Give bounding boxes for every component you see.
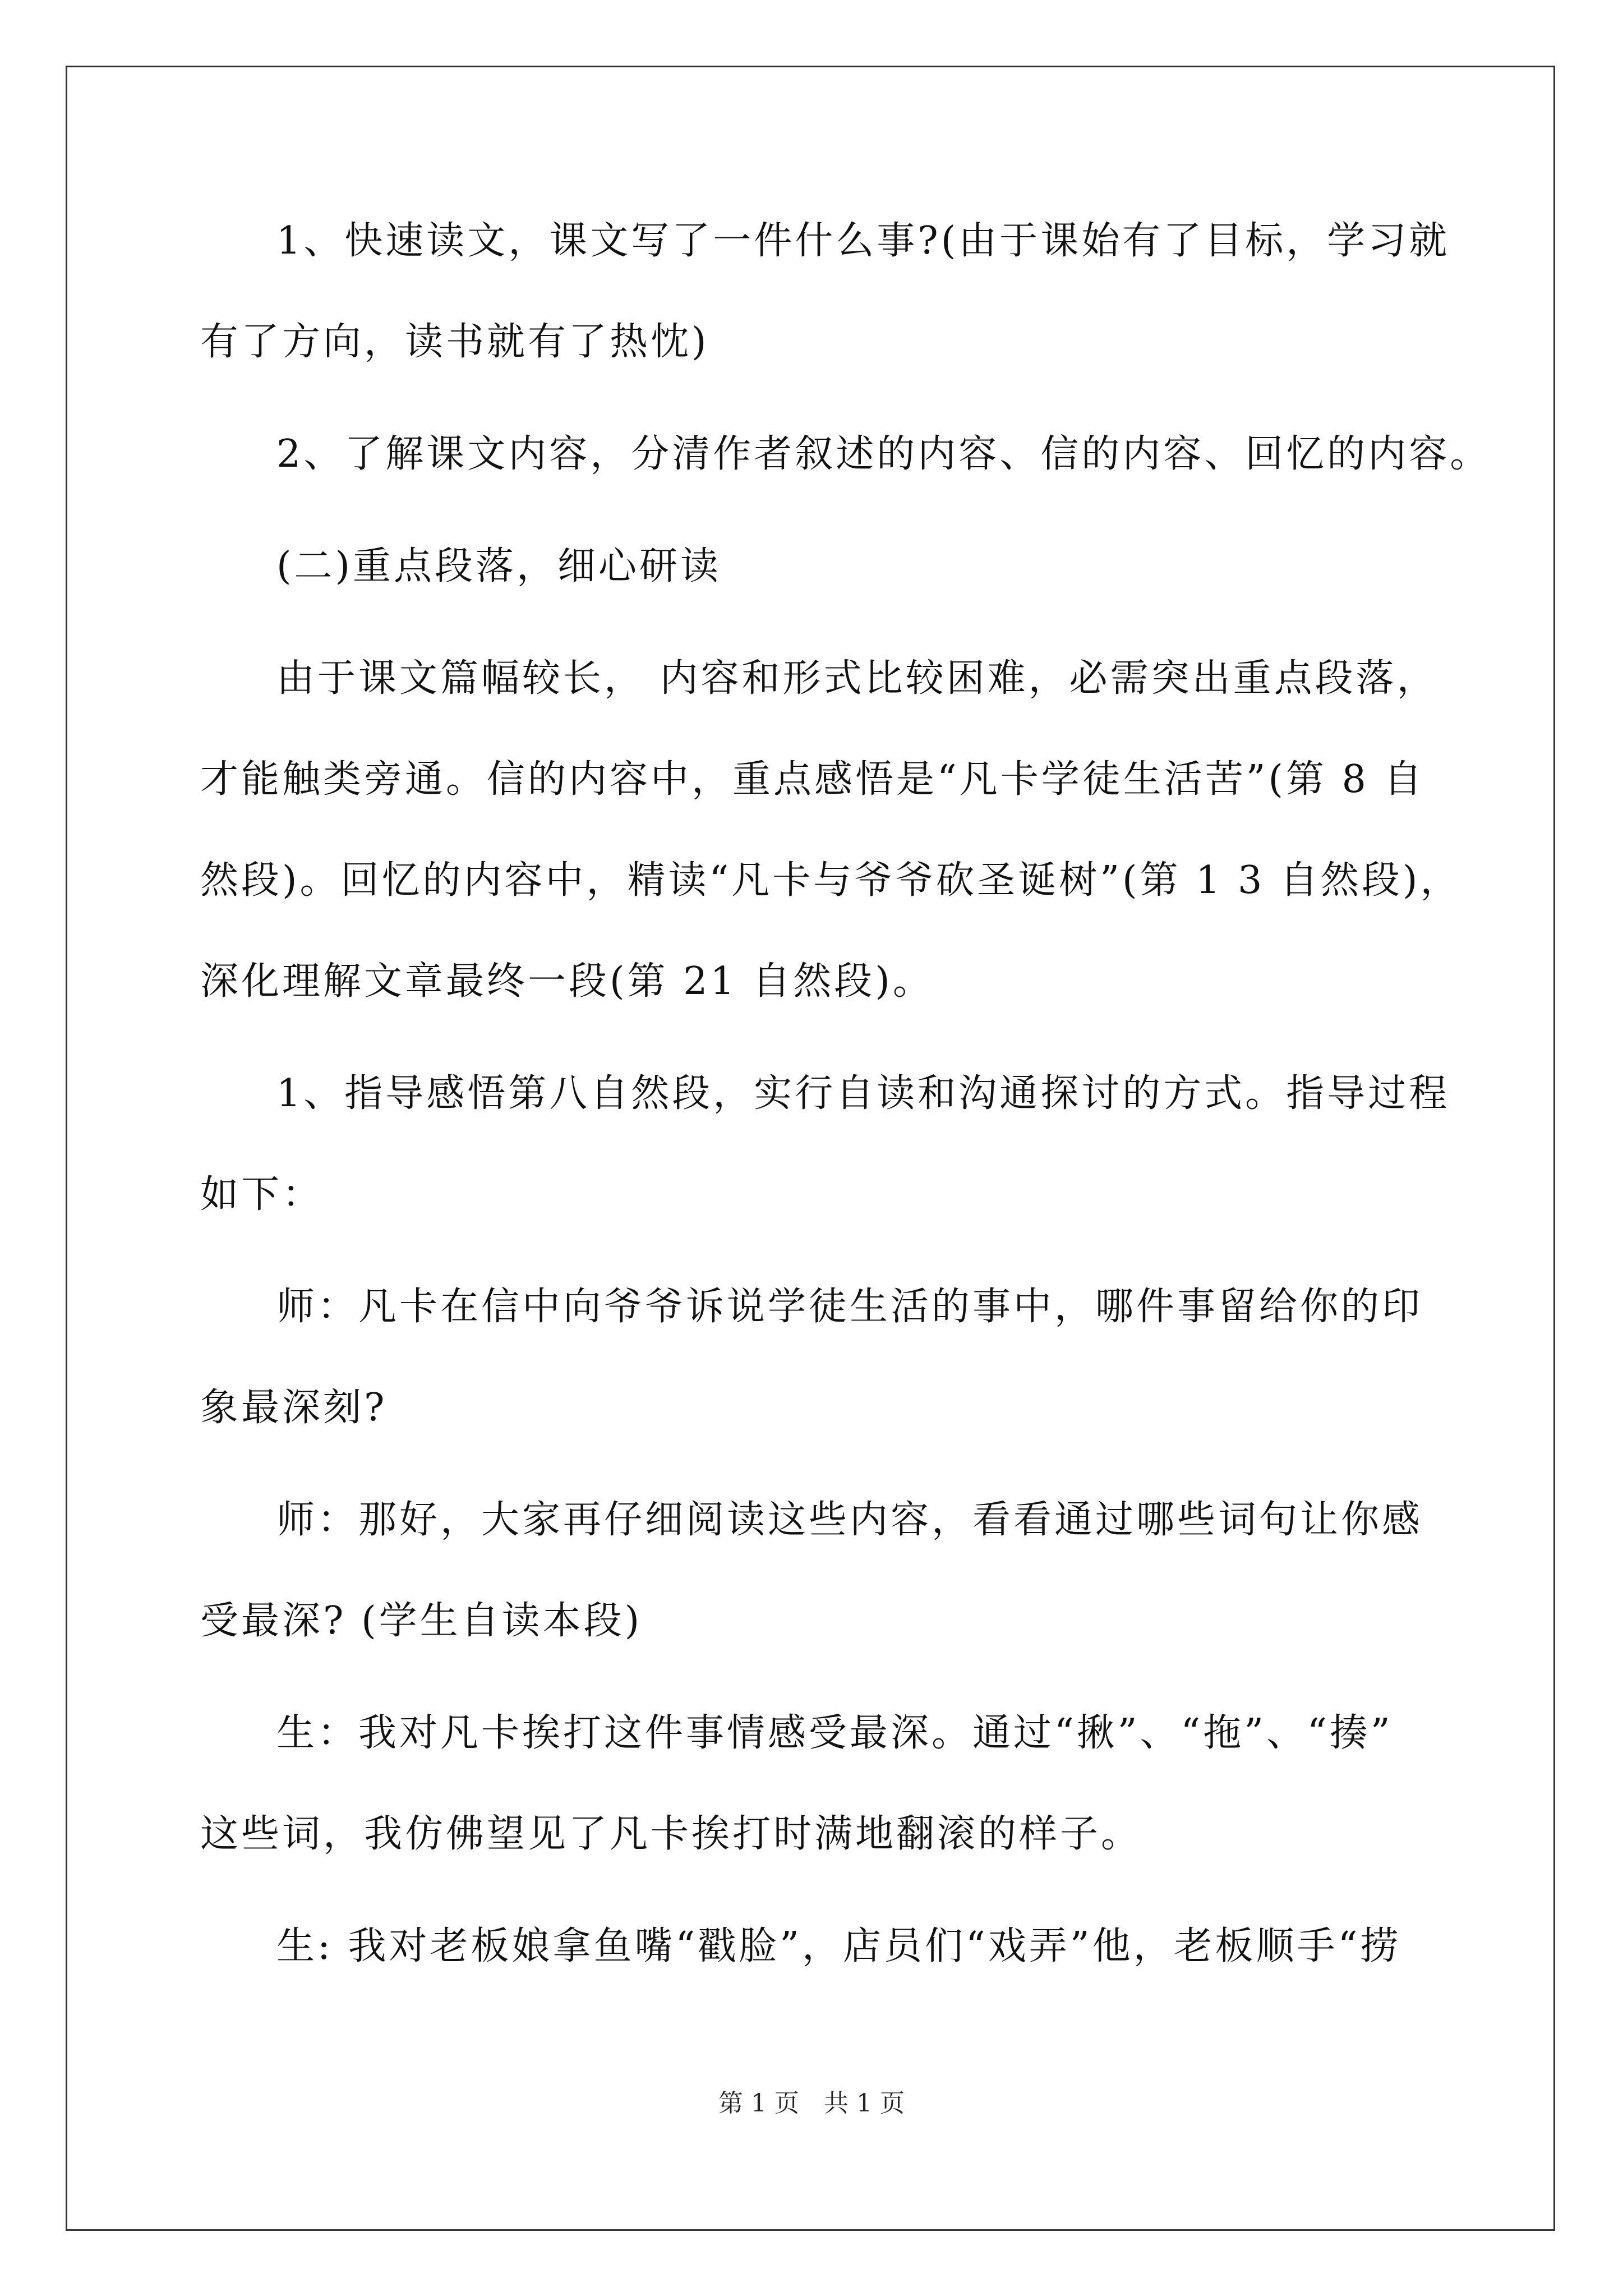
paragraph-line: 生：我对凡卡挨打这件事情感受最深。通过“揪”、“拖”、“揍” — [276, 1711, 1393, 1755]
paragraph-line: 有了方向，读书就有了热忱) — [200, 320, 709, 364]
page-number-footer: 第 1 页 共 1 页 — [718, 2089, 905, 2118]
paragraph-line: 师：凡卡在信中向爷爷诉说学徒生活的事中，哪件事留给你的印 — [276, 1285, 1423, 1329]
paragraph-line: 由于课文篇幅较长， 内容和形式比较困难，必需突出重点段落， — [276, 656, 1438, 701]
paragraph-line: 然段)。回忆的内容中，精读“凡卡与爷爷砍圣诞树”(第 1 3 自然段)， — [200, 858, 1461, 903]
paragraph-line: 1、快速读文，课文写了一件什么事?(由于课始有了目标，学习就 — [276, 219, 1450, 263]
section-heading: (二)重点段落，细心研读 — [276, 544, 722, 588]
paragraph-line: 这些词，我仿佛望见了凡卡挨打时满地翻滚的样子。 — [200, 1812, 1142, 1856]
paragraph-line: 师：那好，大家再仔细阅读这些内容，看看通过哪些词句让你感 — [276, 1498, 1423, 1542]
paragraph-line: 1、指导感悟第八自然段，实行自读和沟通探讨的方式。指导过程 — [276, 1071, 1450, 1116]
paragraph-line: 象最深刻? — [200, 1386, 388, 1430]
paragraph-line: 深化理解文章最终一段(第 21 自然段)。 — [200, 959, 934, 1004]
paragraph-line: 才能触类旁通。信的内容中，重点感悟是“凡卡学徒生活苦”(第 8 自 — [200, 757, 1425, 802]
page-border — [66, 66, 1555, 2231]
paragraph-line: 如下： — [200, 1172, 324, 1217]
paragraph-line: 受最深? (学生自读本段) — [200, 1599, 643, 1643]
paragraph-line: 2、了解课文内容，分清作者叙述的内容、信的内容、回忆的内容。 — [276, 432, 1491, 476]
paragraph-line: 生: 我对老板娘拿鱼嘴“戳脸”，店员们“戏弄”他，老板顺手“捞 — [276, 1924, 1401, 1968]
